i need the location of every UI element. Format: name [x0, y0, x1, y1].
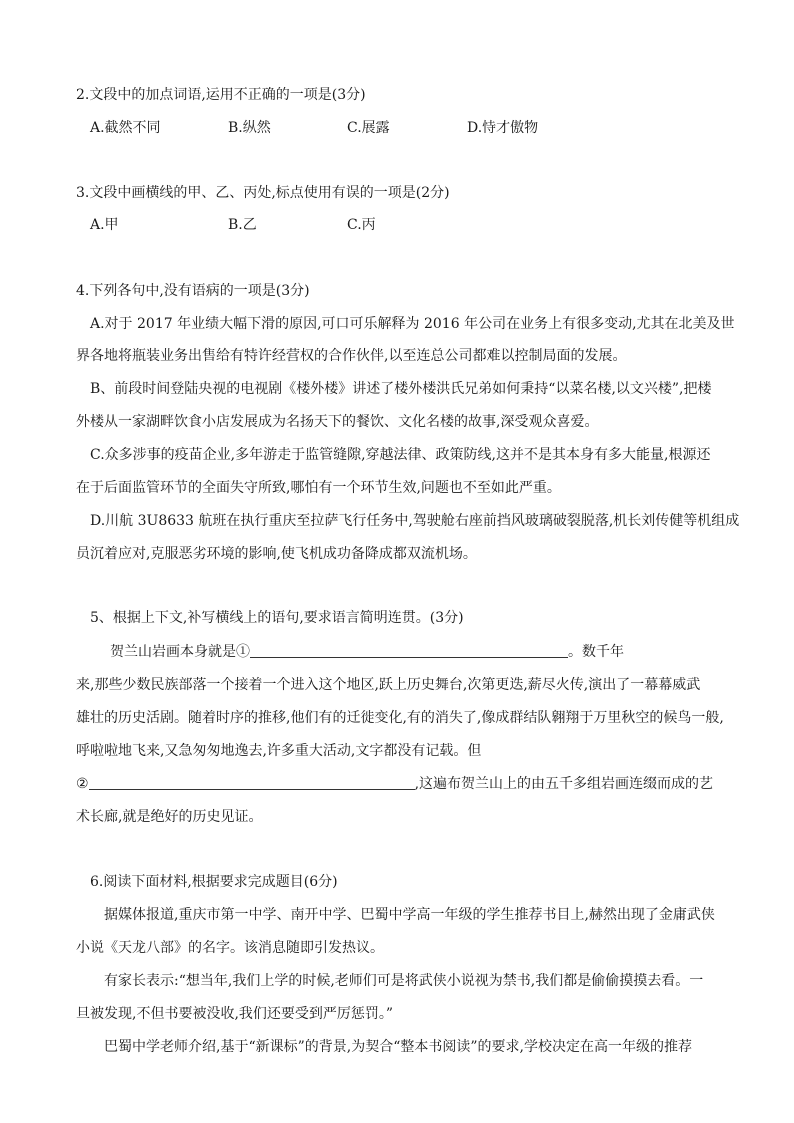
question-5-line-2: 来,那些少数民族部落一个接着一个进入这个地区,跃上历史舞台,次第更迭,薪尽火传,演出了一幕幕威武 [76, 677, 701, 693]
question-5-line-1-post: 。数千年 [568, 644, 624, 660]
question-4-option-d-line-1: D.川航 3U8633 航班在执行重庆至拉萨飞行任务中,驾驶舱右座前挡风玻璃破裂脱落,机长刘传健等机组成 [90, 513, 740, 529]
answer-blank-1[interactable] [250, 643, 568, 658]
question-3-option-a: A.甲 [90, 217, 119, 233]
question-4-option-c-line-1: C.众多涉事的疫苗企业,多年游走于监管缝隙,穿越法律、政策防线,这并不是其本身有多大能量,根源还 [90, 447, 711, 463]
question-3-stem: 3.文段中画横线的甲、乙、丙处,标点使用有误的一项是(2分) [76, 185, 450, 201]
question-2-option-c: C.展露 [347, 120, 390, 136]
question-2-option-d: D.恃才傲物 [467, 120, 539, 136]
question-2-option-a: A.截然不同 [90, 120, 161, 136]
question-5-line-1-pre: 贺兰山岩画本身就是① [110, 644, 250, 660]
answer-blank-2[interactable] [89, 775, 415, 790]
question-4-option-d-line-2: 员沉着应对,克服恶劣环境的影响,使飞机成功备降成都双流机场。 [76, 546, 477, 562]
question-6-para-3-line-1: 巴蜀中学老师介绍,基于“新课标”的背景,为契合“整本书阅读”的要求,学校决定在高一年级的推荐 [104, 1039, 692, 1055]
question-6-para-2-line-1: 有家长表示:“想当年,我们上学的时候,老师们可是将武侠小说视为禁书,我们都是偷偷摸摸去看。一 [104, 973, 704, 989]
question-6-stem: 6.阅读下面材料,根据要求完成题目(6分) [90, 874, 338, 890]
question-5-line-3: 雄壮的历史活剧。随着时序的推移,他们有的迁徙变化,有的消失了,像成群结队翱翔于万里秋空的候鸟一般, [76, 710, 724, 726]
question-5-stem: 5、根据上下文,补写横线上的语句,要求语言简明连贯。(3分) [90, 610, 464, 626]
question-4-option-a-line-1: A.对于 2017 年业绩大幅下滑的原因,可口可乐解释为 2016 年公司在业务上有很多变动,尤其在北美及世 [90, 316, 735, 332]
question-5-line-5-post: ,这遍布贺兰山上的由五千多组岩画连缀而成的艺 [414, 776, 714, 792]
question-6-para-2-line-2: 旦被发现,不但书要被没收,我们还要受到严厉惩罚。” [76, 1006, 394, 1022]
question-5-line-5-pre: ② [76, 776, 89, 792]
question-4-option-a-line-2: 界各地将瓶装业务出售给有特许经营权的合作伙伴,以至连总公司都难以控制局面的发展。 [76, 348, 627, 364]
question-5-line-6: 术长廊,就是绝好的历史见证。 [76, 809, 263, 825]
question-2-option-b: B.纵然 [228, 120, 271, 136]
question-2-stem: 2.文段中的加点词语,运用不正确的一项是(3分) [76, 87, 366, 103]
question-6-para-1-line-2: 小说《天龙八部》的名字。该消息随即引发热议。 [76, 940, 384, 956]
question-3-option-b: B.乙 [228, 217, 257, 233]
question-4-stem: 4.下列各句中,没有语病的一项是(3分) [76, 283, 310, 299]
question-5-line-4: 呼啦啦地飞来,又急匆匆地逸去,许多重大活动,文字都没有记载。但 [76, 743, 482, 759]
question-5-line-5 [76, 773, 713, 793]
question-6-para-1-line-1: 据媒体报道,重庆市第一中学、南开中学、巴蜀中学高一年级的学生推荐书目上,赫然出现了金庸武侠 [104, 907, 715, 923]
question-4-option-b-line-2: 外楼从一家湖畔饮食小店发展成为名扬天下的餐饮、文化名楼的故事,深受观众喜爱。 [76, 414, 599, 430]
question-4-option-b-line-1: B、前段时间登陆央视的电视剧《楼外楼》讲述了楼外楼洪氏兄弟如何秉持“以菜名楼,以文兴楼”,把楼 [90, 381, 712, 397]
question-5-line-1 [110, 641, 624, 661]
question-4-option-c-line-2: 在于后面监管环节的全面失守所致,哪怕有一个环节生效,问题也不至如此严重。 [76, 480, 561, 496]
question-3-option-c: C.丙 [347, 217, 376, 233]
